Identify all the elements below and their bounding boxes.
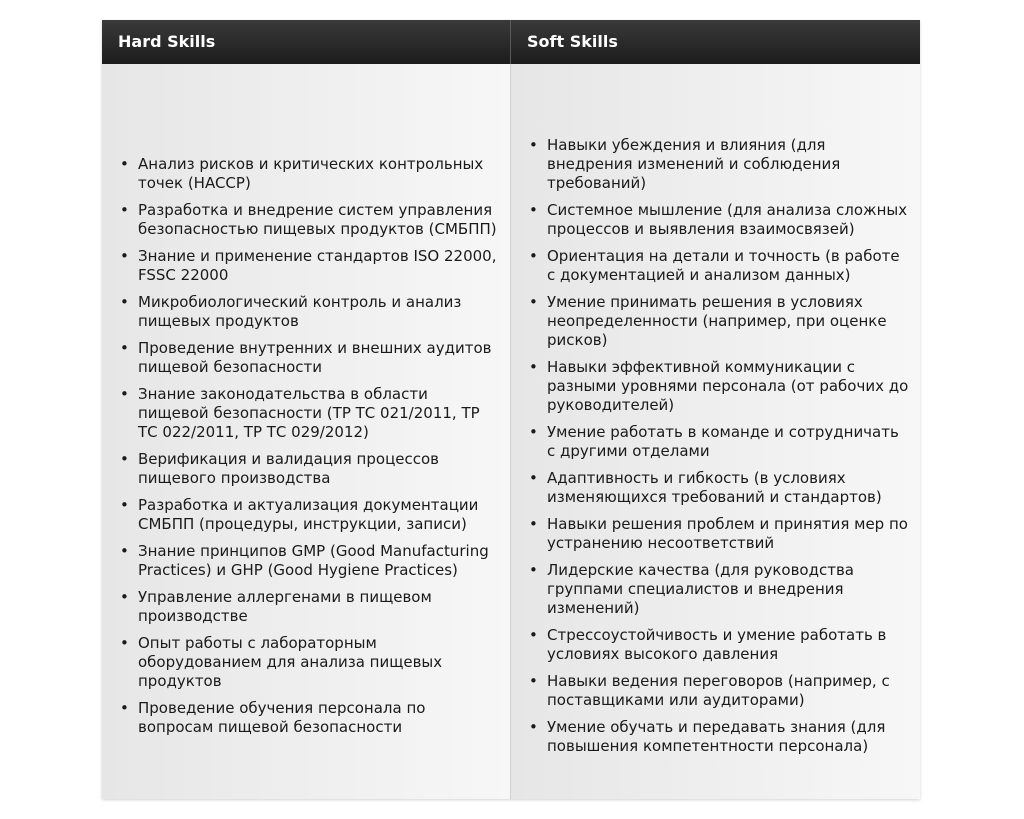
bullet-icon: • xyxy=(120,588,129,606)
hard-skills-heading: Hard Skills xyxy=(102,20,511,64)
soft-skills-list xyxy=(527,136,910,764)
list-item-text: Навыки ведения переговоров (например, с поставщиками или аудиторами) xyxy=(547,672,890,709)
list-item xyxy=(527,201,910,239)
list-item xyxy=(527,358,910,415)
list-item-text: Ориентация на детали и точность (в работе с документацией и анализом данных) xyxy=(547,247,900,284)
bullet-icon: • xyxy=(120,155,129,173)
list-item xyxy=(527,626,910,664)
table-body xyxy=(102,64,920,799)
bullet-icon: • xyxy=(120,699,129,717)
list-item xyxy=(118,339,500,377)
bullet-icon: • xyxy=(120,339,129,357)
bullet-icon: • xyxy=(529,561,538,579)
list-item-text: Лидерские качества (для руководства группами специалистов и внедрения изменений) xyxy=(547,561,854,617)
list-item-text: Навыки решения проблем и принятия мер по устранению несоответствий xyxy=(547,515,908,552)
list-item-text: Умение работать в команде и сотрудничать с другими отделами xyxy=(547,423,899,460)
list-item-text: Проведение внутренних и внешних аудитов пищевой безопасности xyxy=(138,339,492,376)
list-item xyxy=(527,469,910,507)
list-item xyxy=(527,136,910,193)
list-item xyxy=(118,201,500,239)
list-item xyxy=(118,155,500,193)
list-item-text: Опыт работы с лабораторным оборудованием для анализа пищевых продуктов xyxy=(138,634,443,690)
list-item xyxy=(527,515,910,553)
list-item-text: Анализ рисков и критических контрольных точек (HACCP) xyxy=(138,155,484,192)
bullet-icon: • xyxy=(529,201,538,219)
bullet-icon: • xyxy=(529,718,538,736)
bullet-icon: • xyxy=(120,542,129,560)
list-item-text: Навыки убеждения и влияния (для внедрения изменений и соблюдения требований) xyxy=(547,136,841,192)
soft-skills-column xyxy=(511,64,920,799)
list-item-text: Системное мышление (для анализа сложных процессов и выявления взаимосвязей) xyxy=(547,201,908,238)
list-item-text: Разработка и внедрение систем управления безопасностью пищевых продуктов (СМБПП) xyxy=(138,201,497,238)
bullet-icon: • xyxy=(120,450,129,468)
list-item-text: Адаптивность и гибкость (в условиях изменяющихся требований и стандартов) xyxy=(547,469,882,506)
list-item-text: Умение принимать решения в условиях неопределенности (например, при оценке рисков) xyxy=(547,293,887,349)
list-item-text: Проведение обучения персонала по вопросам пищевой безопасности xyxy=(138,699,426,736)
bullet-icon: • xyxy=(529,515,538,533)
bullet-icon: • xyxy=(529,423,538,441)
list-item xyxy=(527,718,910,756)
list-item xyxy=(118,496,500,534)
hard-skills-list xyxy=(118,155,500,745)
list-item-text: Управление аллергенами в пищевом производстве xyxy=(138,588,432,625)
bullet-icon: • xyxy=(529,672,538,690)
list-item-text: Умение обучать и передавать знания (для повышения компетентности персонала) xyxy=(547,718,886,755)
soft-skills-heading: Soft Skills xyxy=(527,32,618,51)
list-item-text: Навыки эффективной коммуникации с разными уровнями персонала (от рабочих до руководителей) xyxy=(547,358,909,414)
list-item xyxy=(527,423,910,461)
list-item xyxy=(527,561,910,618)
list-item-text: Знание законодательства в области пищевой безопасности (ТР ТС 021/2011, ТР ТС 022/2011, ТР ТС 029/2012) xyxy=(138,385,480,441)
list-item xyxy=(527,247,910,285)
hard-skills-column xyxy=(102,64,511,799)
list-item-text: Верификация и валидация процессов пищевого производства xyxy=(138,450,440,487)
list-item-text: Знание принципов GMP (Good Manufacturing Practices) и GHP (Good Hygiene Practices) xyxy=(138,542,489,579)
list-item xyxy=(118,450,500,488)
bullet-icon: • xyxy=(529,247,538,265)
list-item xyxy=(118,542,500,580)
list-item xyxy=(118,634,500,691)
bullet-icon: • xyxy=(120,293,129,311)
list-item-text: Разработка и актуализация документации СМБПП (процедуры, инструкции, записи) xyxy=(138,496,479,533)
bullet-icon: • xyxy=(529,293,538,311)
list-item xyxy=(118,293,500,331)
list-item xyxy=(527,293,910,350)
list-item xyxy=(118,699,500,737)
bullet-icon: • xyxy=(120,385,129,403)
bullet-icon: • xyxy=(120,201,129,219)
skills-table xyxy=(102,20,920,799)
table-header xyxy=(102,20,920,64)
bullet-icon: • xyxy=(529,626,538,644)
list-item-text: Стрессоустойчивость и умение работать в условиях высокого давления xyxy=(547,626,887,663)
bullet-icon: • xyxy=(529,358,538,376)
list-item xyxy=(118,588,500,626)
bullet-icon: • xyxy=(529,136,538,154)
list-item xyxy=(118,247,500,285)
list-item xyxy=(118,385,500,442)
bullet-icon: • xyxy=(529,469,538,487)
bullet-icon: • xyxy=(120,634,129,652)
list-item-text: Микробиологический контроль и анализ пищевых продуктов xyxy=(138,293,462,330)
list-item-text: Знание и применение стандартов ISO 22000, FSSC 22000 xyxy=(138,247,497,284)
list-item xyxy=(527,672,910,710)
bullet-icon: • xyxy=(120,247,129,265)
bullet-icon: • xyxy=(120,496,129,514)
